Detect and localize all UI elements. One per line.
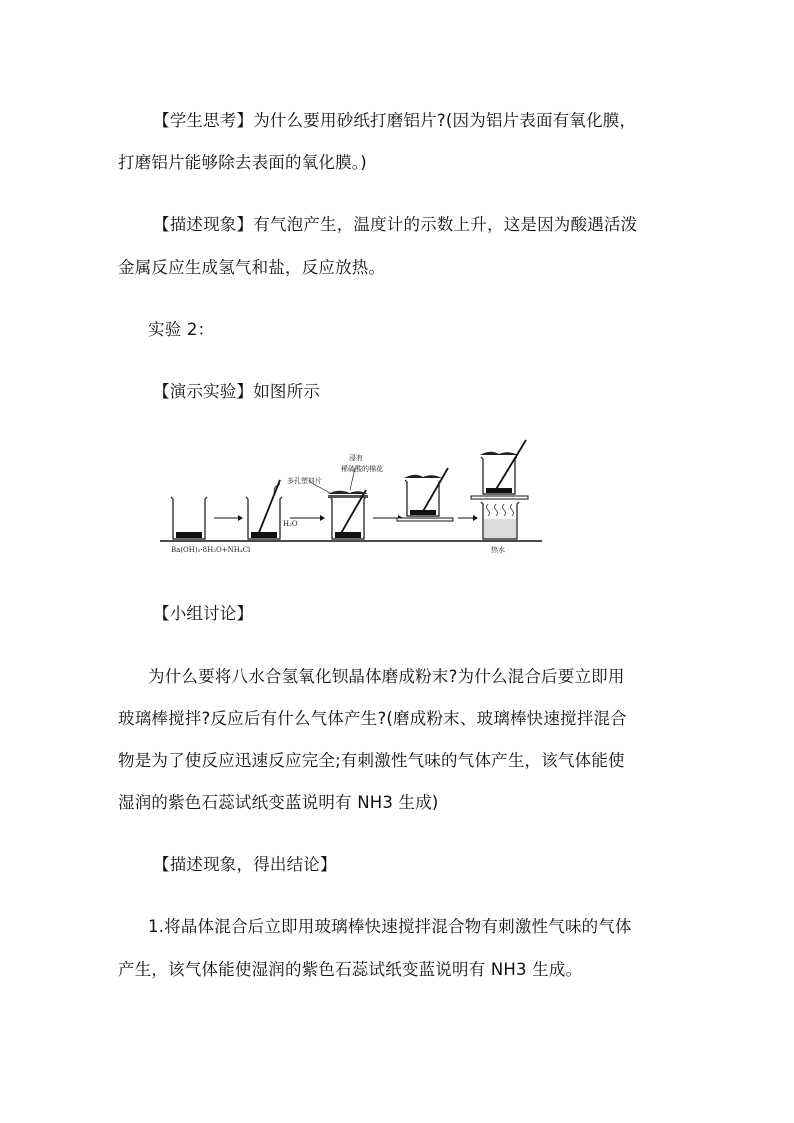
p8-line2: 产生，该气体能使湿润的紫色石蕊试纸变蓝说明有 NH3 生成。 [118, 960, 583, 979]
powder-5 [486, 488, 512, 493]
p6-line1: 为什么要将八水合氢氧化钡晶体磨成粉末?为什么混合后要立即用 [148, 667, 625, 686]
p6-line3: 物是为了使反应迅速反应完全;有刺激性气味的气体产生，该气体能使 [118, 751, 625, 770]
steam-lines [487, 504, 514, 516]
platform-4 [397, 518, 453, 521]
cotton-4 [404, 475, 442, 478]
label-plastic-plate: 多孔塑料片 [287, 477, 322, 485]
glass-rod-3 [422, 468, 448, 513]
platform-5 [471, 496, 528, 499]
p3-experiment-2: 实验 2： [148, 320, 215, 339]
p6-line4: 湿润的紫色石蕊试纸变蓝说明有 NH3 生成) [118, 793, 439, 812]
powder-1 [176, 532, 202, 538]
p2-line2: 金属反应生成氢气和盐，反应放热。 [118, 258, 386, 277]
experiment-figure [160, 440, 550, 560]
cotton-3 [328, 491, 368, 494]
arrowhead-4 [473, 515, 478, 521]
p6-line2: 玻璃棒搅拌?反应后有什么气体产生?(磨成粉末、玻璃棒快速搅拌混合 [118, 709, 627, 728]
p2-line1: 【描述现象】有气泡产生，温度计的示数上升，这是因为酸遇活泼 [153, 215, 638, 234]
p1-line2: 打磨铝片能够除去表面的氧化膜。) [118, 153, 367, 172]
arrowhead-1 [238, 515, 243, 521]
powder-3 [335, 532, 361, 538]
arrowhead-2 [320, 515, 325, 521]
powder-2 [251, 532, 277, 538]
p4-demo-experiment: 【演示实验】如图所示 [153, 382, 320, 401]
experiment-diagram [160, 440, 550, 560]
label-cotton-line2: 稀硫酸的棉花 [341, 465, 383, 473]
label-reagents: Ba(OH)₂·8H₂O+NH₄Cl [171, 546, 251, 554]
p7-describe-conclude: 【描述现象，得出结论】 [153, 855, 337, 874]
cotton-5 [480, 452, 518, 455]
hot-water [484, 519, 516, 538]
glass-rod-4 [495, 440, 526, 491]
p8-line1: 1.将晶体混合后立即用玻璃棒快速搅拌混合物有刺激性气味的气体 [148, 917, 632, 936]
label-cotton-line1: 浸有 [349, 454, 363, 462]
p1-line1: 【学生思考】为什么要用砂纸打磨铝片?(因为铝片表面有氧化膜， [153, 111, 637, 130]
p5-group-discussion: 【小组讨论】 [153, 604, 254, 623]
label-hot-water: 热水 [491, 546, 505, 554]
glass-rod-1 [258, 480, 280, 535]
label-water: H₂O [283, 520, 298, 528]
